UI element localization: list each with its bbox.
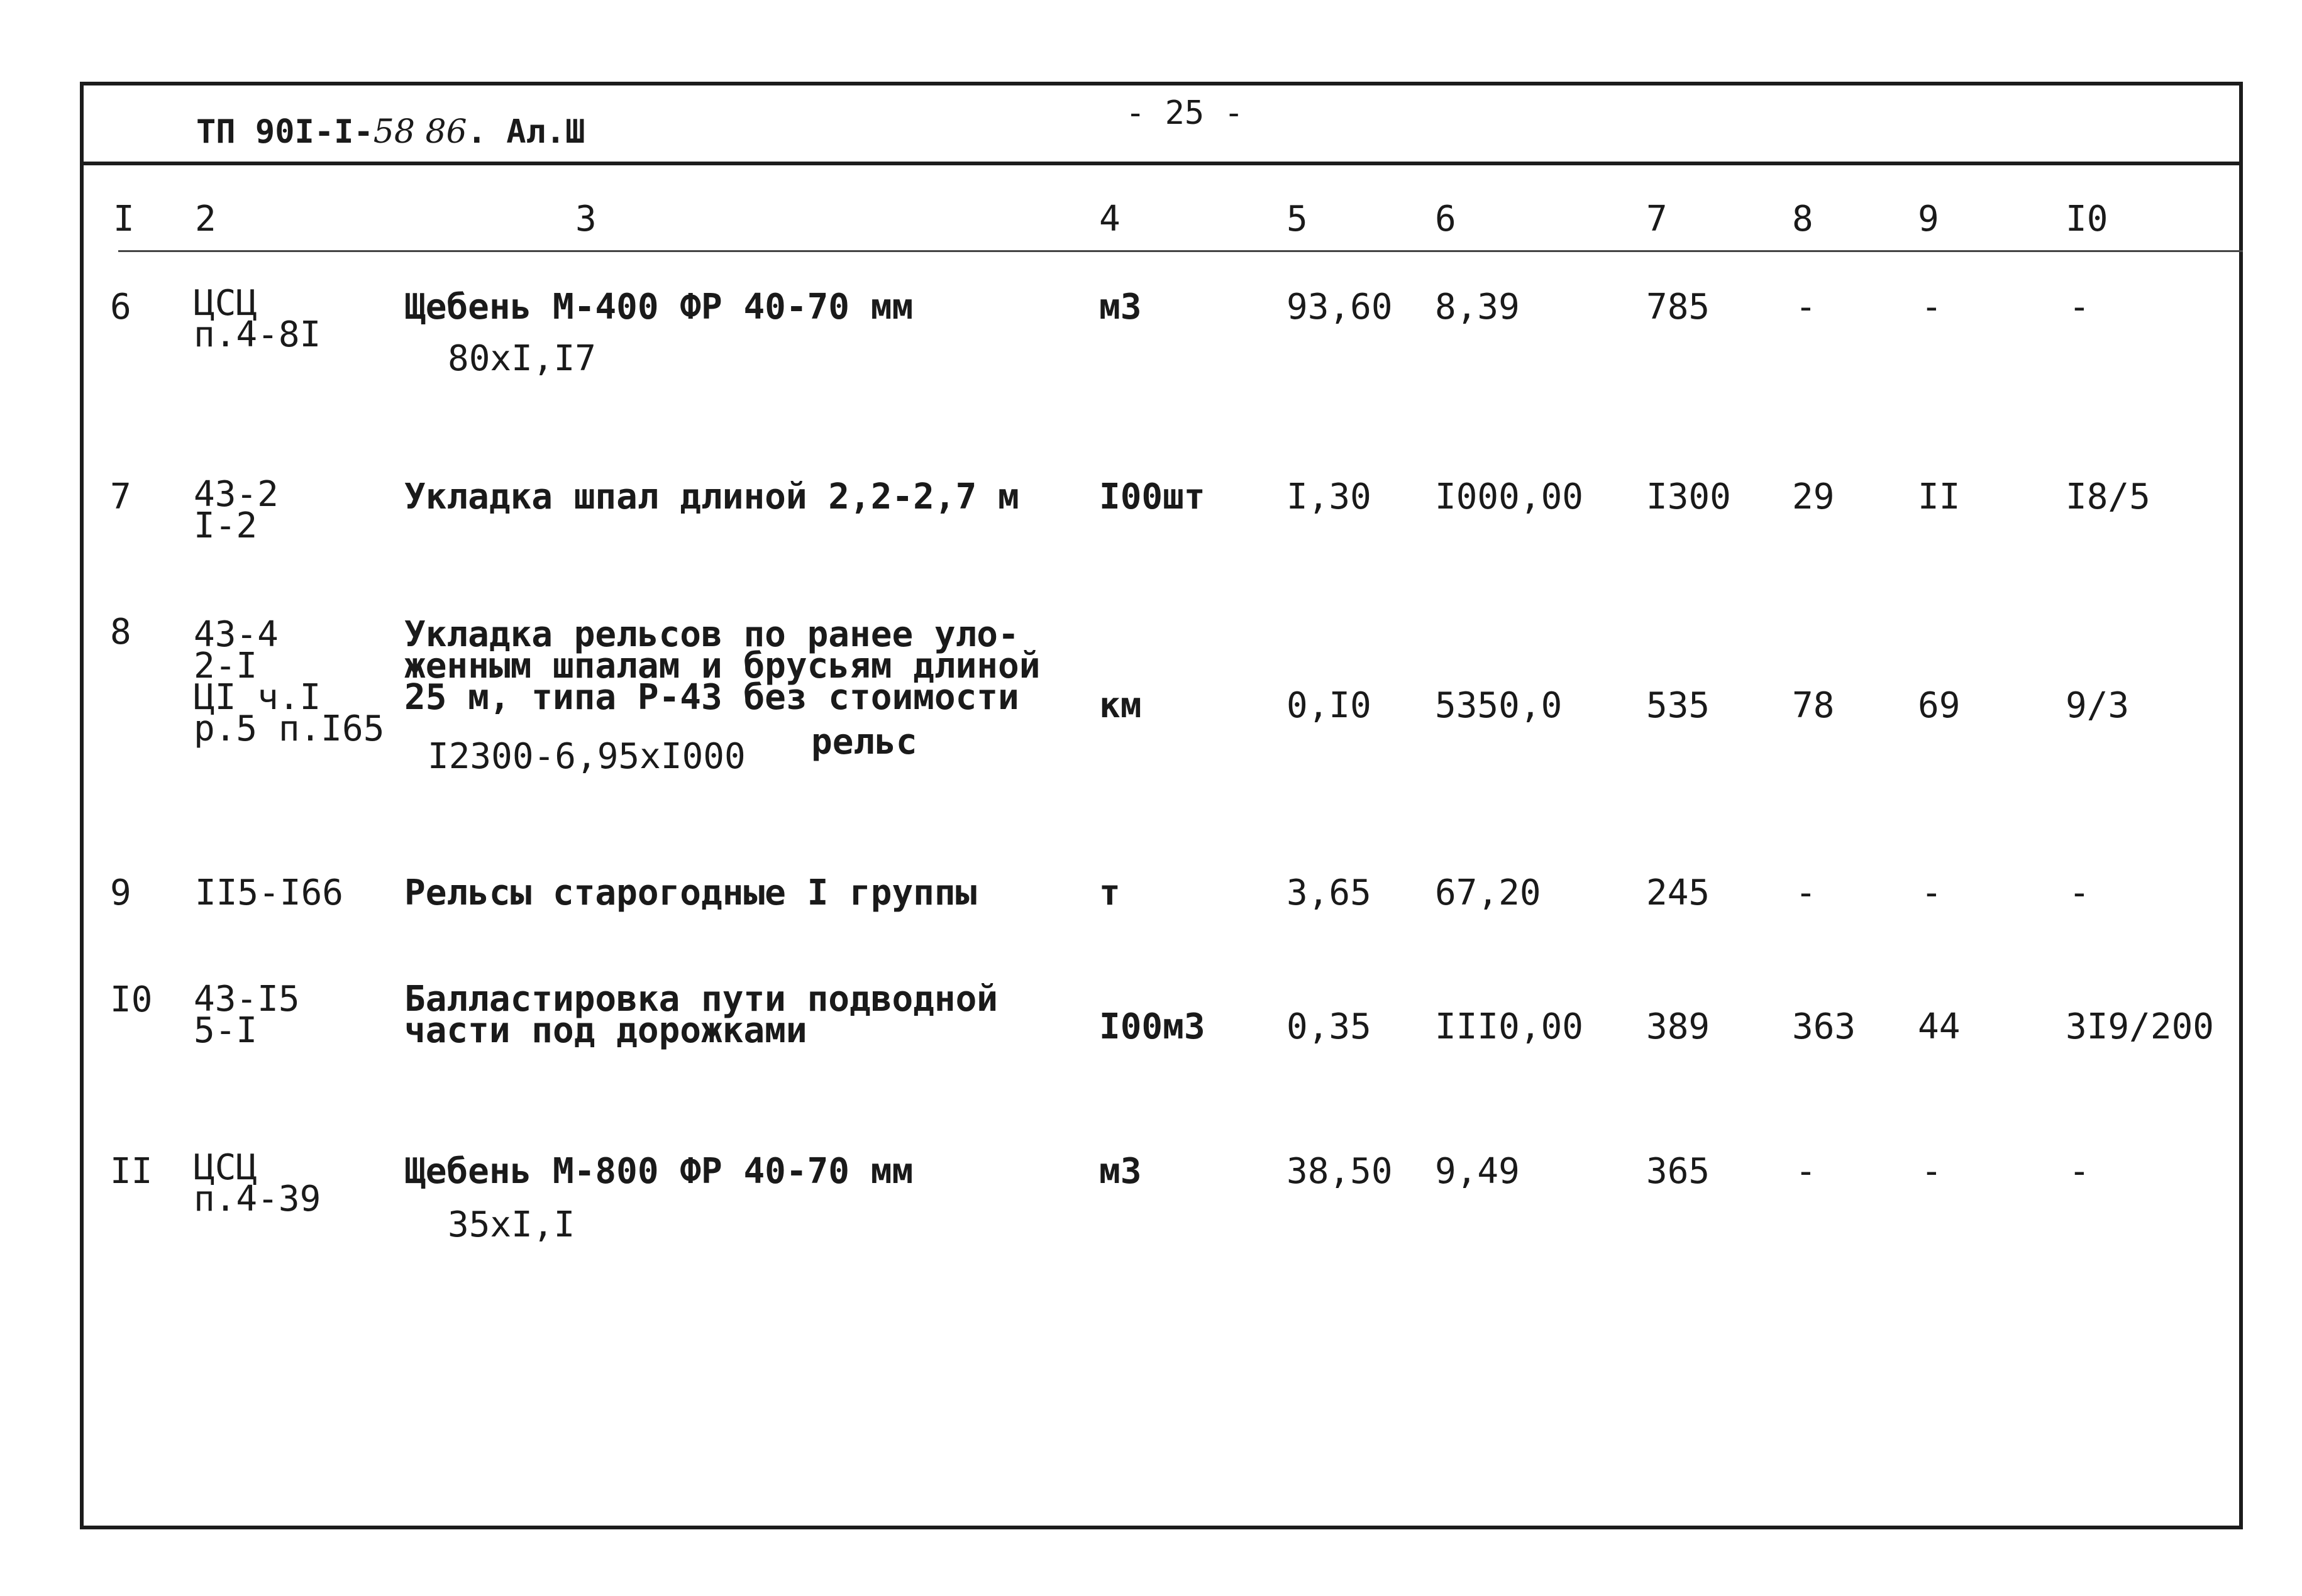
calculation: 35хI,I — [448, 1204, 575, 1245]
item-description: Щебень М-400 ФР 40-70 мм — [404, 287, 914, 327]
column-header: I0 — [2066, 199, 2108, 239]
column-header: I — [113, 199, 135, 239]
item-description: Балластировка пути подводной части под дорожками — [404, 979, 999, 1051]
column-header: 4 — [1099, 199, 1121, 239]
col-8-value: - — [1795, 872, 1817, 913]
row-number: 8 — [110, 612, 131, 652]
calculation: 80хI,I7 — [448, 338, 597, 379]
quantity: 0,35 — [1287, 1006, 1371, 1047]
item-description: Укладка рельсов по ранее уло- женным шпалам и брусьям длиной 25 м, типа Р-43 без стоимости — [404, 614, 1041, 718]
norm-code: ЦСЦ п.4-8I — [194, 283, 321, 355]
norm-code: 43-2 I-2 — [194, 474, 279, 546]
item-description: Укладка шпал длиной 2,2-2,7 м — [404, 476, 1019, 517]
quantity: I,30 — [1287, 476, 1371, 517]
col-10-value: - — [2069, 287, 2090, 327]
unit: I00м3 — [1099, 1006, 1205, 1047]
item-description: Щебень М-800 ФР 40-70 мм — [404, 1151, 914, 1192]
unit: км — [1099, 685, 1142, 726]
row-number: 6 — [110, 287, 131, 327]
total-cost: 785 — [1646, 287, 1710, 327]
item-description-tail: рельс — [811, 722, 917, 762]
norm-code: 43-I5 5-I — [194, 979, 300, 1051]
column-header: 2 — [195, 199, 216, 239]
col-10-value: 9/3 — [2066, 685, 2130, 726]
page-number: - 25 - — [1126, 94, 1244, 132]
col-8-value: 29 — [1792, 476, 1835, 517]
col-9-value: - — [1921, 872, 1942, 913]
col-10-value: - — [2069, 872, 2090, 913]
col-10-value: 3I9/200 — [2066, 1006, 2215, 1047]
col-9-value: - — [1921, 1151, 1942, 1192]
row-number: I0 — [110, 979, 153, 1020]
row-number: 9 — [110, 872, 131, 913]
header-rule — [80, 162, 2243, 165]
unit-price: I000,00 — [1435, 476, 1584, 517]
row-number: II — [110, 1151, 153, 1192]
item-description: Рельсы старогодные I группы — [404, 872, 977, 913]
doc-code-suffix: . Ал.Ш — [467, 113, 585, 151]
column-header: 5 — [1287, 199, 1308, 239]
unit-price: 9,49 — [1435, 1151, 1520, 1192]
col-9-value: - — [1921, 287, 1942, 327]
column-header: 3 — [575, 199, 597, 239]
unit: м3 — [1099, 1151, 1142, 1192]
doc-code-handwritten: 58 86 — [373, 113, 467, 151]
unit-price: III0,00 — [1435, 1006, 1584, 1047]
total-cost: 365 — [1646, 1151, 1710, 1192]
row-number: 7 — [110, 476, 131, 517]
doc-code — [196, 113, 585, 151]
col-9-value: II — [1918, 476, 1961, 517]
col-10-value: - — [2069, 1151, 2090, 1192]
col-8-value: - — [1795, 287, 1817, 327]
unit: т — [1099, 872, 1121, 913]
col-10-value: I8/5 — [2066, 476, 2150, 517]
col-8-value: - — [1795, 1151, 1817, 1192]
unit: I00шт — [1099, 476, 1205, 517]
total-cost: 535 — [1646, 685, 1710, 726]
column-header: 7 — [1646, 199, 1668, 239]
col-9-value: 44 — [1918, 1006, 1961, 1047]
norm-code: 43-4 2-I ЦI ч.I р.5 п.I65 — [194, 614, 385, 749]
doc-code-prefix: ТП 90I-I- — [196, 113, 374, 151]
norm-code: ЦСЦ п.4-39 — [194, 1147, 321, 1219]
quantity: 3,65 — [1287, 872, 1371, 913]
unit-price: 5350,0 — [1435, 685, 1563, 726]
column-header-rule — [118, 250, 2243, 252]
norm-code: II5-I66 — [195, 872, 344, 913]
quantity: 0,I0 — [1287, 685, 1371, 726]
col-8-value: 363 — [1792, 1006, 1856, 1047]
unit: м3 — [1099, 287, 1142, 327]
total-cost: 389 — [1646, 1006, 1710, 1047]
column-header: 6 — [1435, 199, 1456, 239]
unit-price: 8,39 — [1435, 287, 1520, 327]
column-header: 8 — [1792, 199, 1813, 239]
unit-price: 67,20 — [1435, 872, 1541, 913]
col-8-value: 78 — [1792, 685, 1835, 726]
quantity: 93,60 — [1287, 287, 1393, 327]
calculation: I2300-6,95хI000 — [428, 736, 746, 777]
quantity: 38,50 — [1287, 1151, 1393, 1192]
column-header: 9 — [1918, 199, 1939, 239]
total-cost: I300 — [1646, 476, 1731, 517]
col-9-value: 69 — [1918, 685, 1961, 726]
total-cost: 245 — [1646, 872, 1710, 913]
